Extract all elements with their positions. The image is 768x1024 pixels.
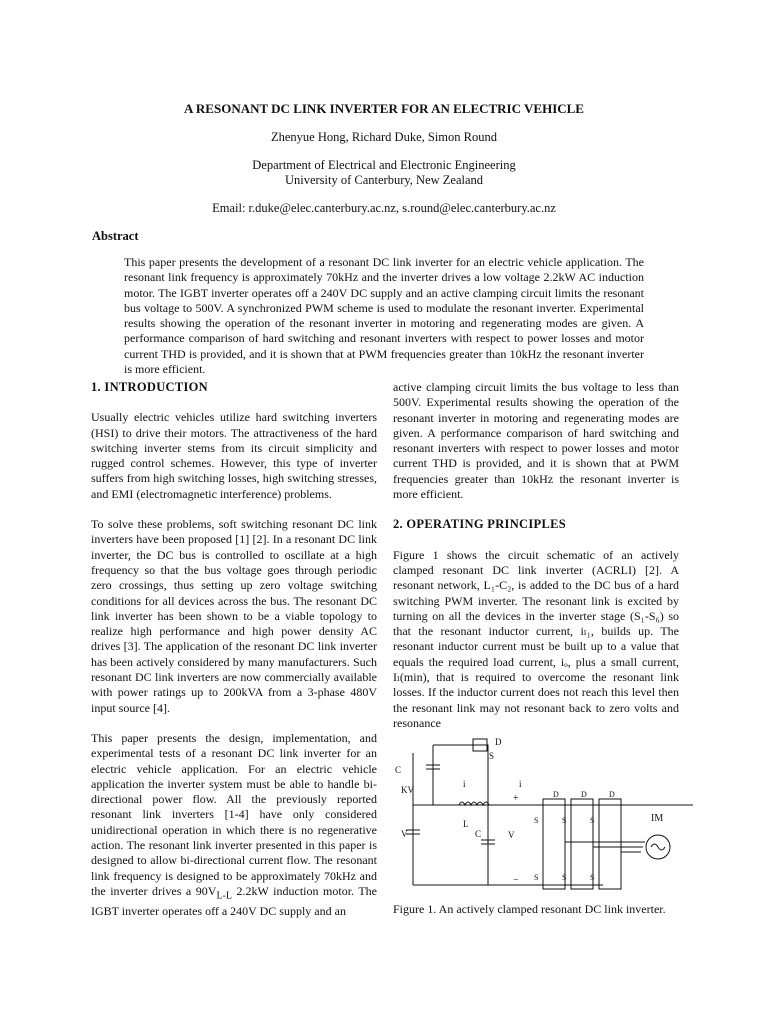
induction-motor-label: IM xyxy=(651,813,664,824)
authors: Zhenyue Hong, Richard Duke, Simon Round xyxy=(270,130,497,144)
inductor-current-label: i xyxy=(463,779,466,789)
circuit-schematic-figure xyxy=(393,735,693,895)
switch-s1-label: S xyxy=(534,816,539,825)
plus-label: + xyxy=(513,793,519,804)
clamp-switch-label: S xyxy=(489,751,495,761)
clamp-branch-wire xyxy=(433,745,488,805)
phase-output-wires xyxy=(565,842,645,852)
motor-ac-symbol xyxy=(651,844,665,850)
inverter-leg-3 xyxy=(599,799,621,889)
intro-paragraph-1: Usually electric vehicles utilize hard switching inverters (HSI) to drive their motors. The attractiveness of the hard switching inverter stems from its circuit simplicity and rugged control schemes. However, this type of inverter suffers from high switching losses, high switching stresses, and EMI (electromagnetic interference) problems. xyxy=(91,410,377,501)
clamp-voltage-label: KV xyxy=(401,785,414,795)
intro-paragraph-4: active clamping circuit limits the bus voltage to less than 500V. Experimental results showing the operation of the resonant inverter in motoring and regenerating modes are given. A performance comparison of hard switching and resonant inverters with respect to power losses and motor current THD is provided, and it is shown that at PWM frequencies greater than 10kHz the resonant inverter is more efficient. xyxy=(393,380,679,502)
resonant-capacitor-label: C xyxy=(475,829,482,839)
intro-paragraph-3 xyxy=(91,731,377,919)
affiliation-line-1: Department of Electrical and Electronic Engineering xyxy=(252,158,516,172)
intro-paragraph-3-part-b: 2.2kW induction motor. The IGBT inverter operates off a 240V DC supply and an xyxy=(91,883,377,918)
intro-paragraph-3-part-a: This paper presents the design, implementation, and experimental tests of a resonant DC link inverter for an electric vehicle application. For an electric vehicle application the inverter system must be able to handle bi-directional power flow. All the previously reported resonant link inverters [1-4] have only considered unidirectional operation in which there is no regenerative action. The resonant link inverter presented in this paper is designed to allow bi-directional current flow. The resonant link frequency is designed to be approximately 70kHz and the inverter drives a 90V xyxy=(91,730,377,898)
abstract-body: This paper presents the development of a resonant DC link inverter for an electric vehicle application. The resonant link frequency is approximately 70kHz and the inverter drives a low voltage 2.2kW AC induction motor. The IGBT inverter operates off a 240V DC supply and an active clamping circuit limits the resonant bus voltage to 500V. A synchronized PWM scheme is used to modulate the resonant inverter. Experimental results showing the operation of the resonant inverter in motoring and regenerating modes are given. A performance comparison of hard switching and resonant inverters with respect to power losses and motor current THD is provided, and it is shown that at PWM frequencies greater than 10kHz the resonant inverter is more efficient. xyxy=(124,255,644,377)
dc-link-voltage-label: V xyxy=(508,830,515,840)
diode-d3-label: D xyxy=(609,790,615,799)
clamp-capacitor-label: C xyxy=(395,765,402,775)
load-current-label: i xyxy=(519,779,522,789)
abstract-heading: Abstract xyxy=(92,229,139,243)
intro-paragraph-2: To solve these problems, soft switching resonant DC link inverters have been proposed [1] [2]. In a resonant DC link inverter, the DC bus is controlled to oscillate at a high frequency so that the bus voltage goes through periodic zero crossings, thus setting up zero voltage switching conditions for all devices across the bus. The resonant DC link inverter has been shown to be a viable topology to realize high performance and high power density AC drives [3]. The application of the resonant DC link inverter has been actively considered by many manufacturers. Such resonant DC link inverters are now commercially available with power ratings up to 200kVA from a 3-phase 480V input source [4]. xyxy=(91,517,377,715)
switch-s5-label: S xyxy=(590,816,595,825)
clamp-diode-label: D xyxy=(495,737,502,747)
affiliation-line-2: University of Canterbury, New Zealand xyxy=(284,173,484,187)
switch-s4-label: S xyxy=(534,873,539,882)
left-column xyxy=(91,380,377,919)
source-voltage-label: V xyxy=(401,829,408,839)
voltage-subscript: L-L xyxy=(216,890,232,902)
switch-s6-label: S xyxy=(562,873,567,882)
resonant-inductor-label: L xyxy=(463,819,469,829)
operating-paragraph-1: Figure 1 shows the circuit schematic of an actively clamped resonant DC link inverter (ACRLI) [2]. A resonant network, L₁-C₂, is added to the DC bus of a hard switching PWM inverter. The resonant link is excited by turning on all the devices in the inverter stage (S₁-S₆) so that the resonant inductor current, iₗ₁, builds up. The resonant inductor current must be built up to a value that equals the required load current, iₒ, plus a small current, Iₗ(min), that is required to overcome the resonant link losses. If the inductor current does not reach this level then the resonant link may not resonant back to zero volts and resonance xyxy=(393,547,679,730)
diode-d1-label: D xyxy=(553,790,559,799)
switch-s3-label: S xyxy=(562,816,567,825)
section-heading-operating-principles: 2. OPERATING PRINCIPLES xyxy=(393,517,567,532)
diode-d2-label: D xyxy=(581,790,587,799)
right-column xyxy=(393,380,679,731)
switch-s2-label: S xyxy=(590,873,595,882)
figure-caption: Figure 1. An actively clamped resonant DC link inverter. xyxy=(393,902,666,916)
paper-title: A RESONANT DC LINK INVERTER FOR AN ELECTRIC VEHICLE xyxy=(184,101,584,116)
email-line: Email: r.duke@elec.canterbury.ac.nz, s.round@elec.canterbury.ac.nz xyxy=(212,201,556,215)
minus-label: − xyxy=(513,875,519,886)
section-heading-introduction: 1. INTRODUCTION xyxy=(91,380,209,394)
